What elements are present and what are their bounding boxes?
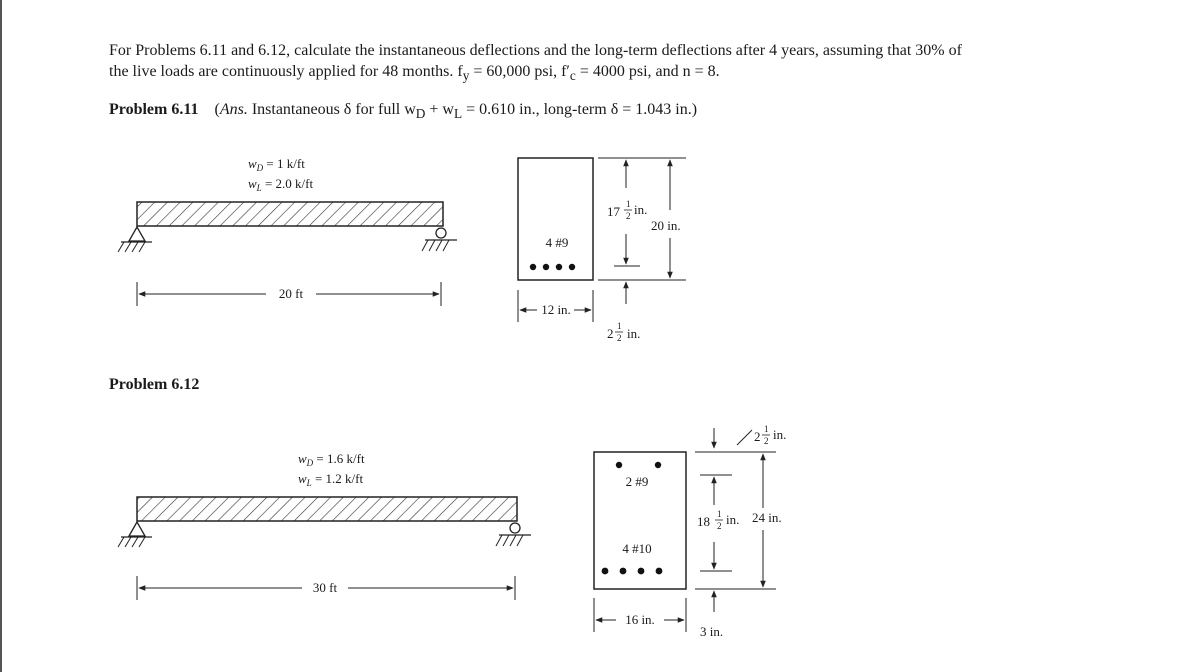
p11-d-den: 2	[626, 211, 631, 221]
p12-d-den: 2	[717, 521, 722, 531]
p12-beam-diagram	[118, 451, 531, 600]
answer-open: (	[214, 101, 220, 118]
p11-pin-support	[118, 227, 152, 252]
p12-load-wl: $w_L = 1.2$ k/ft	[298, 471, 364, 488]
p11-d-whole: 17	[607, 204, 620, 219]
problem-6-11-heading: Problem 6.11	[109, 101, 199, 118]
p12-bottom-cover-label: 3 in.	[700, 624, 724, 639]
p12-top-cover-den: 2	[764, 436, 769, 446]
p11-beam	[137, 202, 443, 226]
p12-span-dimension	[137, 576, 515, 600]
p12-cross-section	[594, 424, 786, 639]
p12-top-rebar-dots	[616, 462, 661, 468]
p11-cross-section	[518, 158, 686, 343]
p12-top-cover-dimension	[714, 424, 786, 448]
p12-d-whole: 18	[697, 514, 710, 529]
answer-text: Instantaneous δ for full w	[247, 101, 416, 118]
intro-line-2-end: = 4000 psi, and n = 8.	[575, 63, 720, 80]
p11-width-dimension	[518, 290, 593, 322]
p11-cover-num: 1	[617, 321, 622, 331]
p11-d-unit: in.	[634, 202, 648, 217]
p11-span-dimension	[137, 282, 441, 306]
p11-cover-whole: 2	[607, 326, 614, 341]
p12-top-cover-whole: 2	[754, 429, 761, 444]
p12-width-dimension	[594, 598, 686, 632]
p11-span-label: 20 ft	[278, 286, 304, 301]
p12-width-label: 16 in.	[625, 612, 655, 627]
p11-width-label: 12 in.	[541, 302, 571, 317]
p11-cover-dimension	[607, 282, 640, 343]
p12-bottom-rebar-dots	[602, 568, 663, 575]
p11-beam-diagram	[118, 156, 457, 306]
p12-bottom-cover-dimension	[700, 591, 723, 639]
p12-top-cover-num: 1	[764, 424, 769, 434]
p12-bottom-bars-label: 4 #10	[622, 541, 652, 556]
p11-bars-label: 4 #9	[545, 235, 569, 250]
p12-d-num: 1	[717, 509, 722, 519]
p12-roller-support	[496, 523, 531, 546]
problem-6-12-heading: Problem 6.12	[109, 376, 200, 393]
p12-span-label: 30 ft	[312, 580, 338, 595]
intro-line-1: For Problems 6.11 and 6.12, calculate the instantaneous deflections and the long-term deflections after 4 years, assuming that 30% of	[109, 42, 962, 59]
p12-top-cover-unit: in.	[773, 427, 787, 442]
p12-h-label: 24 in.	[752, 510, 782, 525]
answer-sub-l: L	[453, 106, 463, 122]
answer-label: Ans.	[219, 101, 248, 118]
p12-beam	[137, 497, 517, 521]
answer-sub-d: D	[415, 106, 426, 122]
p11-roller-support	[422, 228, 457, 251]
intro-line-2-mid: = 60,000 psi, f	[469, 63, 567, 80]
p12-top-bars-label: 2 #9	[625, 474, 649, 489]
intro-line-2-start: the live loads are continuously applied for 48 months. f	[109, 63, 463, 80]
fc-prime: ′	[566, 63, 570, 80]
answer-plus: + w	[425, 101, 454, 118]
p12-load-wd: $w_D = 1.6$ k/ft	[298, 451, 365, 468]
fc-subscript: c	[569, 68, 576, 84]
answer-tail: = 0.610 in., long-term δ = 1.043 in.)	[462, 101, 698, 118]
p12-height-dimension	[752, 454, 782, 587]
p11-rebar-dots	[530, 264, 575, 270]
p11-cover-den: 2	[617, 333, 622, 343]
p11-cover-unit: in.	[627, 326, 641, 341]
fy-subscript: y	[462, 68, 470, 84]
p11-height-dimension	[651, 160, 681, 278]
p11-load-wd: $w_D = 1$ k/ft	[248, 156, 305, 173]
p11-load-wl: $w_L = 2.0$ k/ft	[248, 176, 314, 193]
p11-d-num: 1	[626, 199, 631, 209]
p12-d-unit: in.	[726, 512, 740, 527]
p11-section-outline	[518, 158, 593, 280]
p12-pin-support	[118, 522, 152, 547]
p11-h-label: 20 in.	[651, 218, 681, 233]
